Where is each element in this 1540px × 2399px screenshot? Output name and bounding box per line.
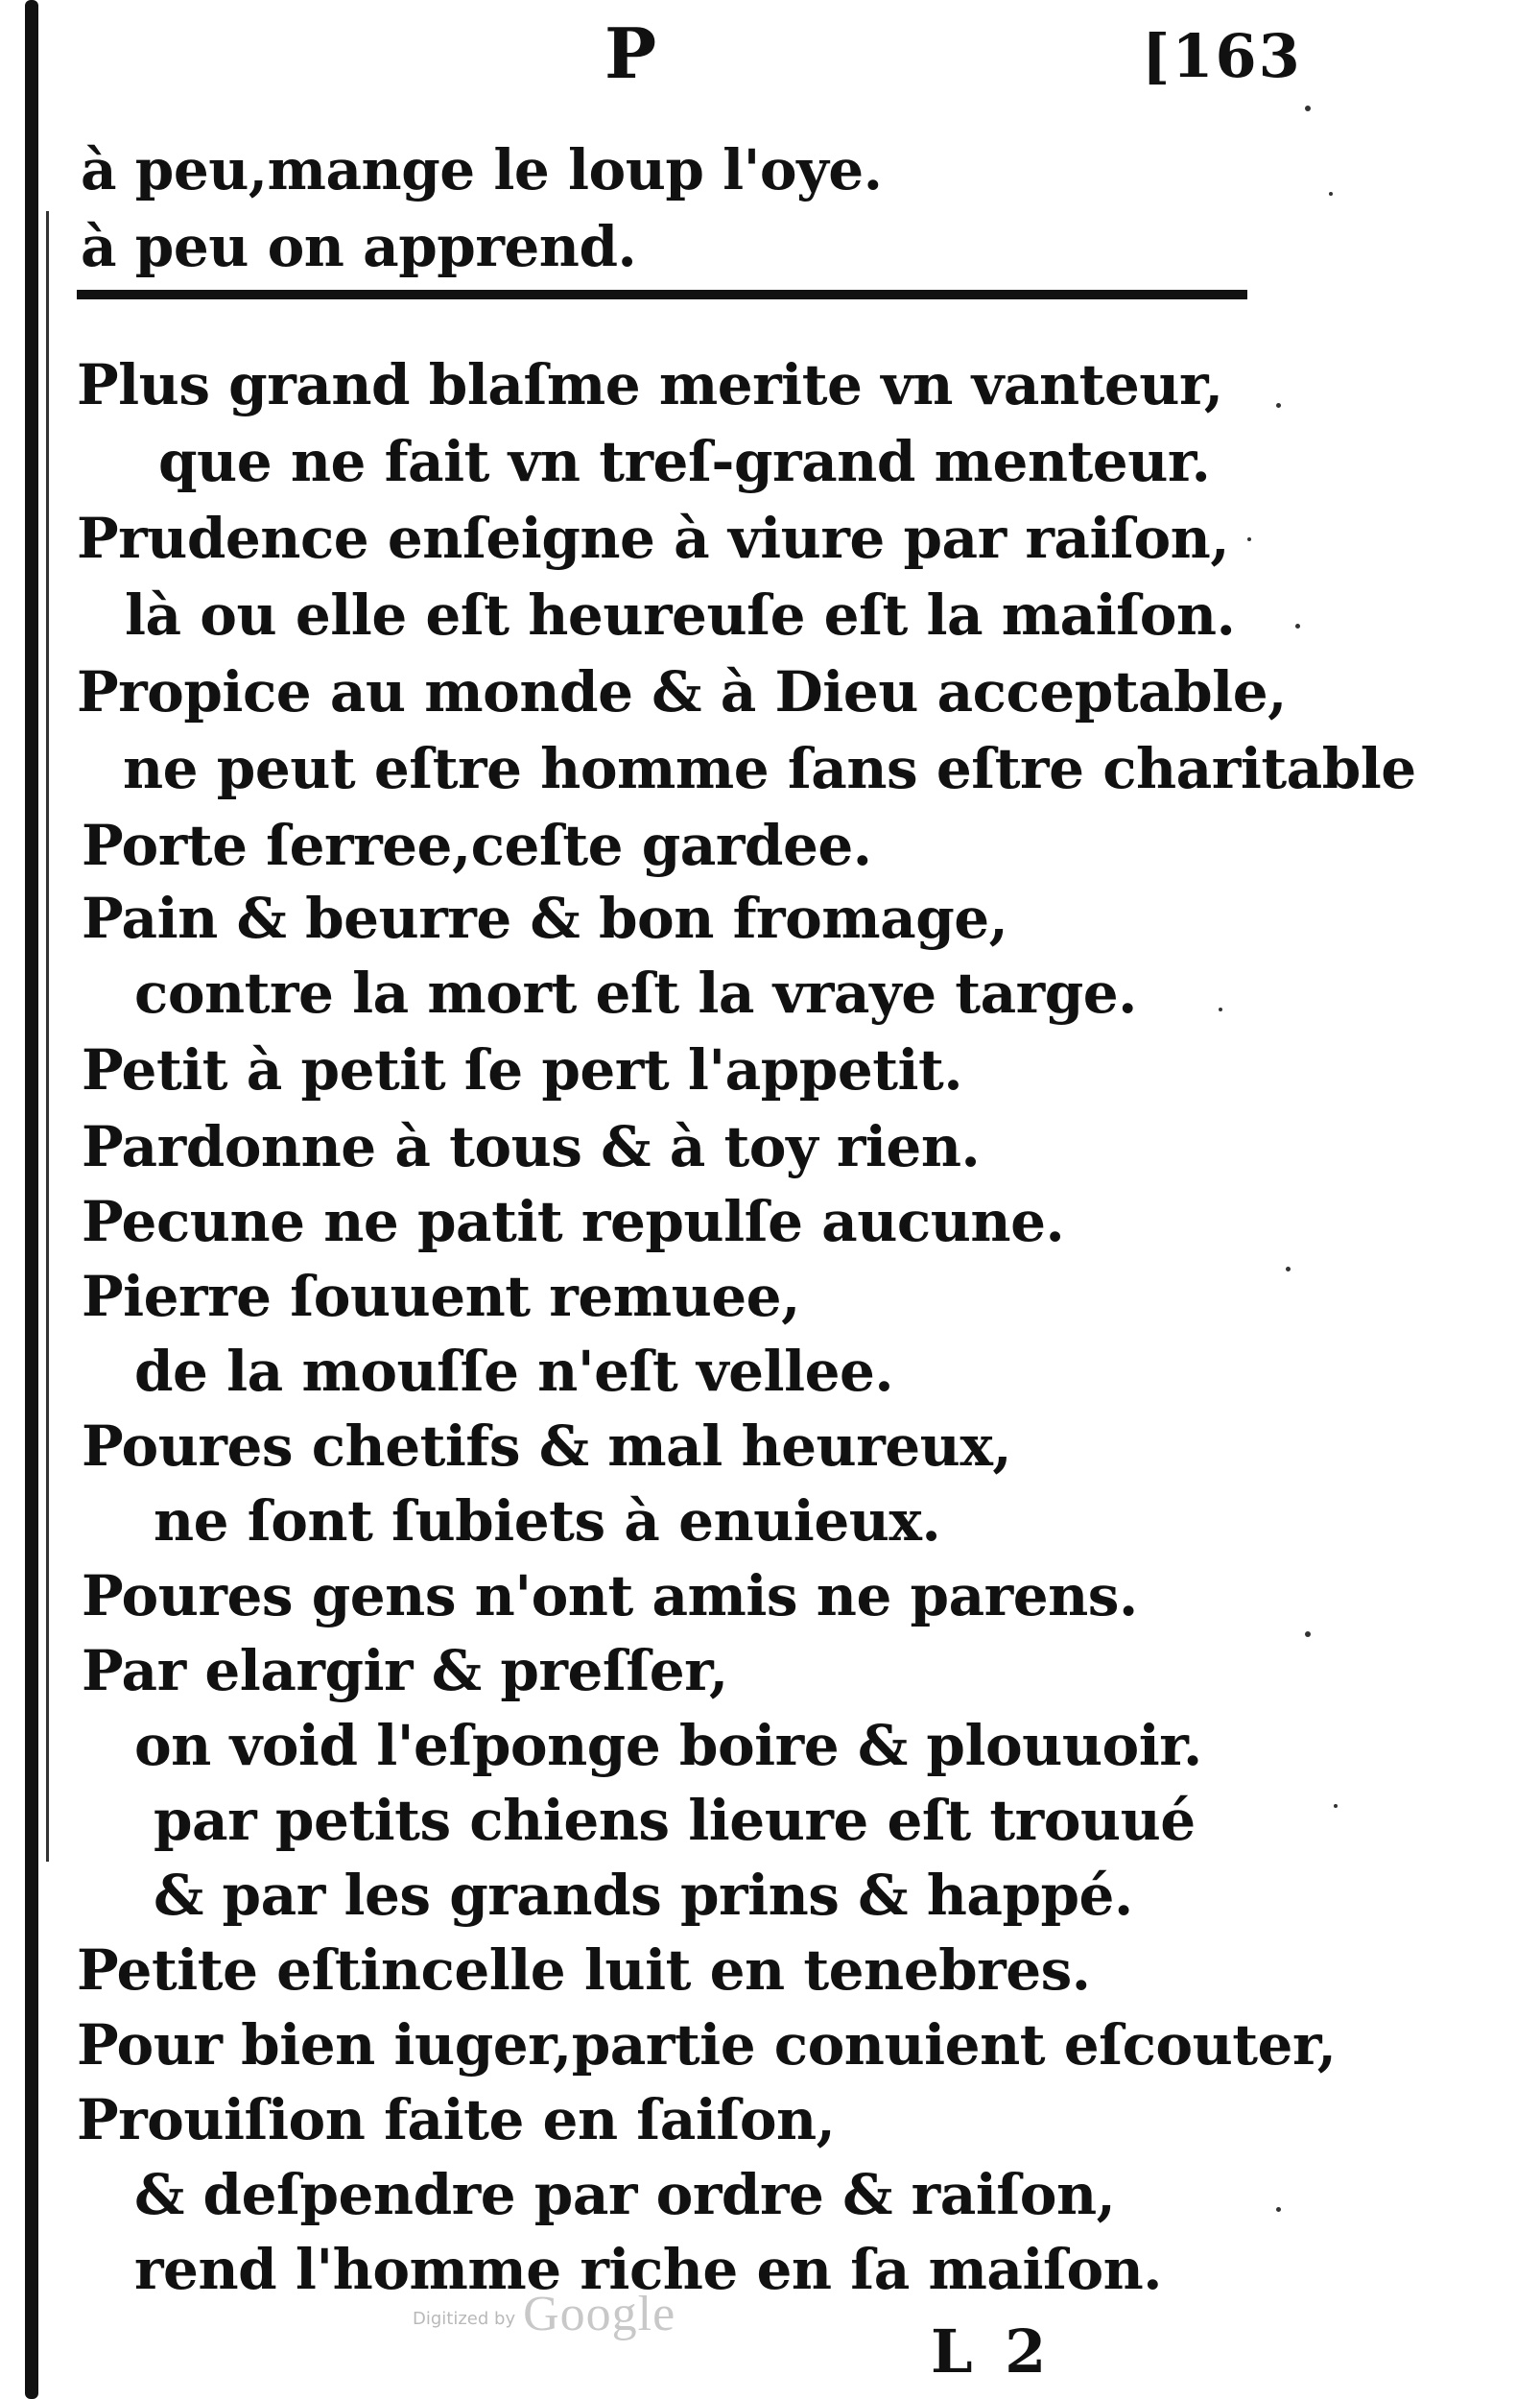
- proverb-line: & par les grands prins & happé.: [154, 1863, 1133, 1928]
- page-number-bracket: [: [1142, 21, 1173, 91]
- watermark-prefix: Digitized by: [413, 2309, 516, 2329]
- binding-edge-inner: [46, 211, 49, 1862]
- page-number-value: 163: [1172, 21, 1302, 91]
- proverb-line: Pardonne à tous & à toy rien.: [82, 1114, 981, 1179]
- proverb-line: Poures gens n'ont amis ne parens.: [82, 1563, 1138, 1628]
- top-line-1: à peu,mange le loup l'oye.: [81, 137, 883, 202]
- binding-edge: [25, 0, 38, 2399]
- print-speck: [1329, 192, 1333, 196]
- watermark-brand: Google: [523, 2287, 676, 2341]
- proverb-line: Pecune ne patit repulſe aucune.: [82, 1189, 1065, 1254]
- proverb-line: Prouiſion faite en ſaiſon,: [77, 2087, 836, 2152]
- section-rule: [77, 290, 1247, 299]
- proverb-line: par petits chiens lieure eſt trouué: [154, 1788, 1196, 1853]
- proverb-line: ne peut eſtre homme ſans eſtre charitable: [123, 736, 1416, 801]
- proverb-line: que ne fait vn treſ-grand menteur.: [158, 429, 1211, 494]
- print-speck: [1305, 1631, 1311, 1637]
- proverb-line: Prudence enſeigne à viure par raiſon,: [77, 506, 1230, 571]
- print-speck: [1276, 2207, 1281, 2212]
- print-speck: [1286, 1267, 1291, 1271]
- proverb-line: contre la mort eſt la vraye targe.: [134, 961, 1137, 1026]
- print-speck: [1334, 1804, 1338, 1808]
- proverb-line: rend l'homme riche en ſa maiſon.: [134, 2237, 1162, 2302]
- print-speck: [1305, 106, 1311, 111]
- proverb-line: Plus grand blaſme merite vn vanteur,: [77, 352, 1223, 417]
- print-speck: [1276, 403, 1281, 408]
- top-line-2: à peu on apprend.: [81, 214, 637, 279]
- proverb-line: Poures chetifs & mal heureux,: [82, 1413, 1012, 1479]
- digitized-watermark: [413, 2286, 675, 2342]
- proverb-line: & deſpendre par ordre & raiſon,: [134, 2162, 1116, 2227]
- signature-mark: L 2: [931, 2316, 1053, 2387]
- print-speck: [1247, 537, 1251, 541]
- proverb-line: Pour bien iuger,partie conuient eſcouter,: [77, 2012, 1337, 2078]
- proverb-line: Pierre ſouuent remuee,: [82, 1264, 800, 1329]
- print-speck: [1219, 1008, 1222, 1011]
- proverb-line: Pain & beurre & bon fromage,: [82, 886, 1008, 951]
- print-speck: [1295, 624, 1300, 629]
- proverb-line: on void l'eſponge boire & plouuoir.: [134, 1713, 1202, 1778]
- proverb-line: Petit à petit ſe pert l'appetit.: [82, 1037, 963, 1103]
- proverb-line: Par elargir & preſſer,: [82, 1638, 728, 1703]
- running-header-letter: P: [604, 12, 657, 94]
- proverb-line: là ou elle eſt heureuſe eſt la maiſon.: [125, 582, 1236, 648]
- proverb-line: Porte ſerree,ceſte gardee.: [82, 813, 872, 878]
- proverb-line: ne ſont ſubiets à enuieux.: [154, 1488, 941, 1554]
- proverb-line: Propice au monde & à Dieu acceptable,: [77, 659, 1287, 724]
- proverb-line: de la mouſſe n'eſt vellee.: [134, 1339, 894, 1404]
- page-number: [1142, 21, 1302, 91]
- proverb-line: Petite eſtincelle luit en tenebres.: [77, 1937, 1091, 2003]
